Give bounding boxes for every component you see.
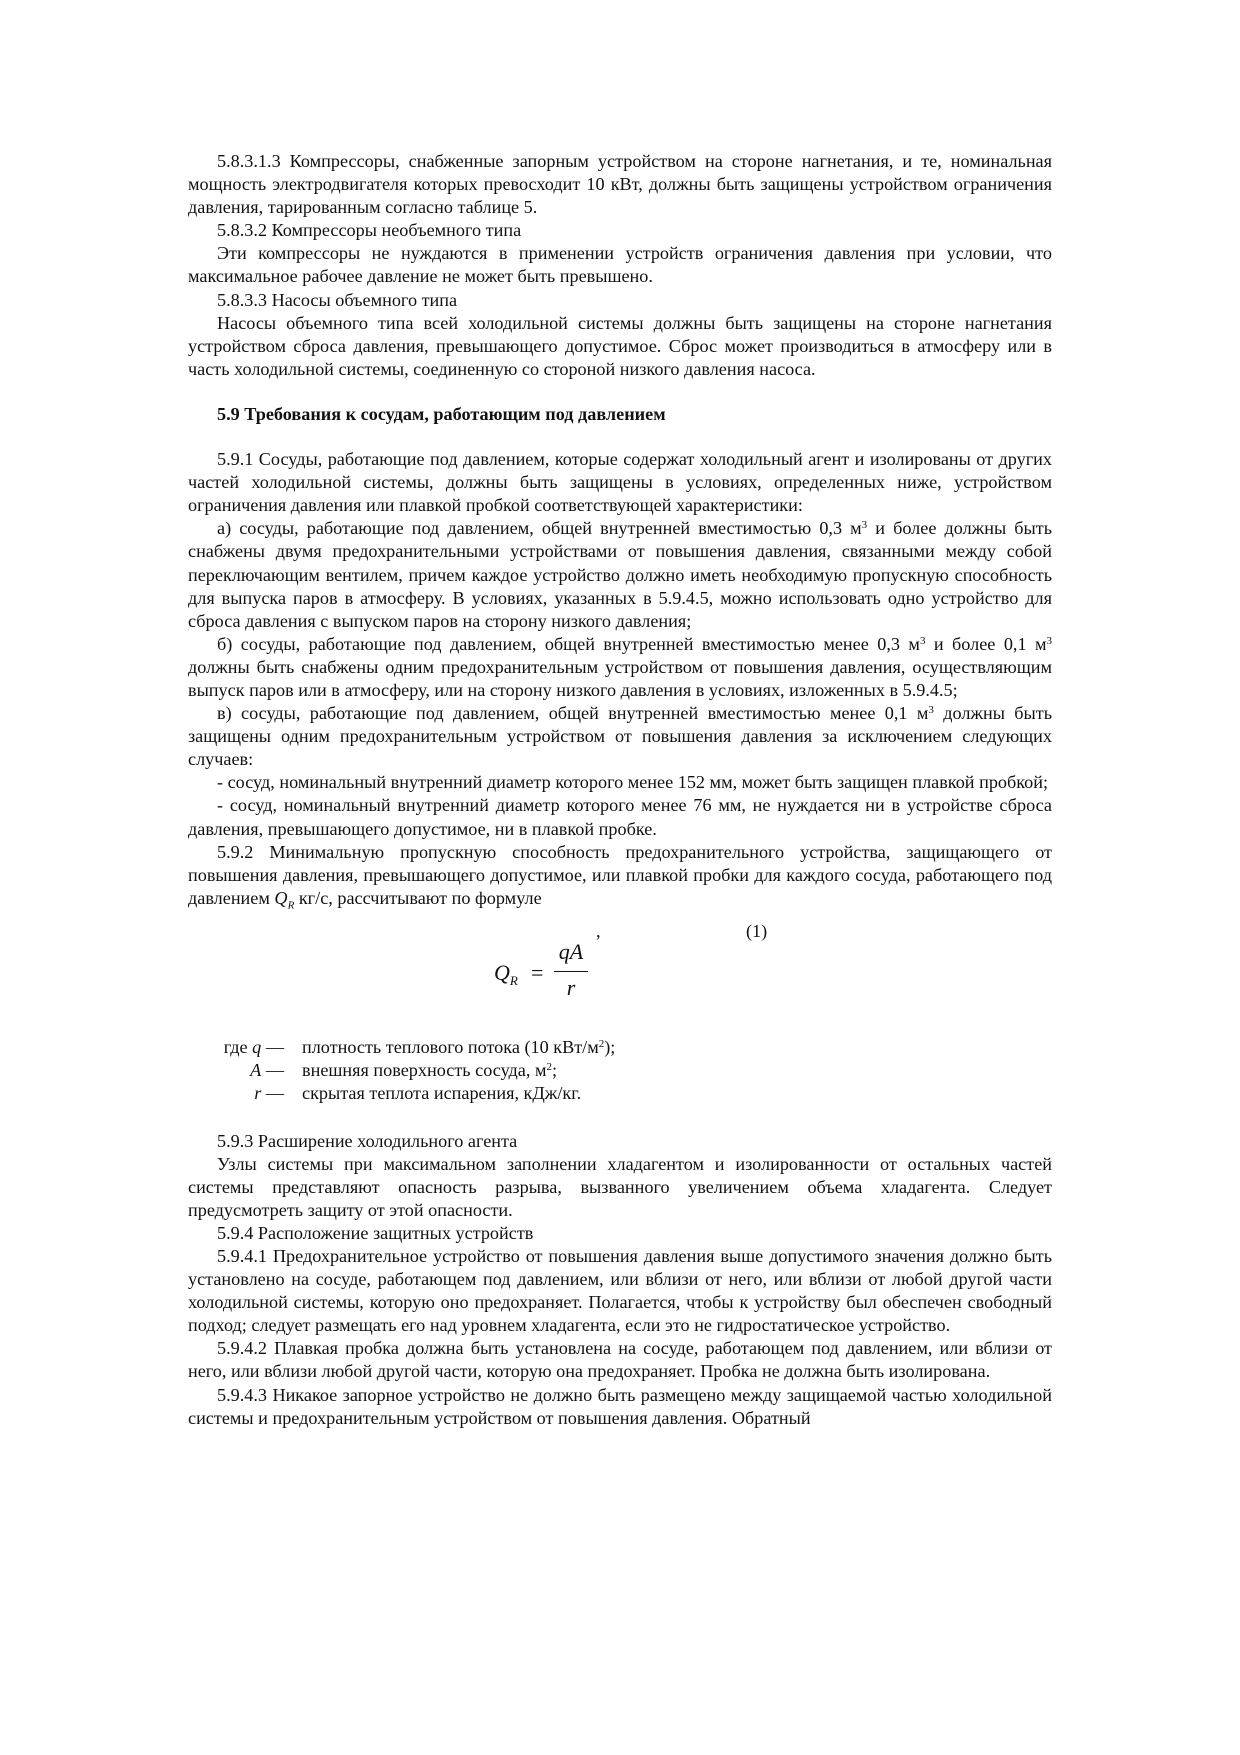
definition-r: r — скрытая теплота испарения, кДж/кг. bbox=[254, 1082, 582, 1103]
paragraph-5-9-2: 5.9.2 Минимальную пропускную способность предохранительного устройства, защищающего от повышения давления, превышающего допустимое, или плавкой пробки для каждого сосуда, работающего под давлением $Q_R$ кг/с, рассчитывают по формуле bbox=[188, 841, 1052, 912]
definition-q: где q — плотность теплового потока (10 кВт/$м^2$); bbox=[223, 1036, 616, 1057]
definition-a: A — внешняя поверхность сосуда, $м^2$; bbox=[250, 1059, 558, 1080]
paragraph-5-9-1: 5.9.1 Сосуды, работающие под давлением, которые содержат холодильный агент и изолированы от других частей холодильной системы, должны быть защищены в условиях, определенных ниже, устройством ограничения давления или плавкой пробкой соответствующей характеристики: bbox=[188, 449, 1052, 516]
document-body bbox=[188, 150, 1052, 1430]
paragraph-5-9-4-title: 5.9.4 Расположение защитных устройств bbox=[217, 1222, 534, 1243]
paragraph-5-8-3-3-title: 5.8.3.3 Насосы объемного типа bbox=[217, 289, 458, 310]
paragraph-exception-152: - сосуд, номинальный внутренний диаметр которого менее 152 мм, может быть защищен плавкой пробкой; bbox=[217, 772, 1049, 793]
paragraph-pumps: Насосы объемного типа всей холодильной системы должны быть защищены на стороне нагнетания устройством сброса давления, превышающего допустимое. Сброс может производиться в атмосферу или в часть холодильной системы, соединенную со стороной низкого давления насоса. bbox=[188, 312, 1052, 379]
formula-qr bbox=[494, 940, 604, 1010]
formula-comma: , bbox=[596, 920, 601, 941]
variable-definitions bbox=[188, 1036, 1052, 1108]
paragraph-5-9-4-2: 5.9.4.2 Плавкая пробка должна быть установлена на сосуде, работающем под давлением, или вблизи от него, или вблизи любой другой части, которую она предохраняет. Пробка не должна быть изолирована. bbox=[188, 1338, 1052, 1382]
paragraph-exception-76: - сосуд, номинальный внутренний диаметр которого менее 76 мм, не нуждается ни в устройстве сброса давления, превышающего допустимое, ни в плавкой пробке. bbox=[188, 795, 1052, 839]
paragraph-5-8-3-1-3: 5.8.3.1.3 Компрессоры, снабженные запорным устройством на стороне нагнетания, и те, номинальная мощность электродвигателя которых превосходит 10 кВт, должны быть защищены устройством ограничения давления, тарированным согласно таблице 5. bbox=[188, 151, 1052, 218]
paragraph-item-b: б) сосуды, работающие под давлением, общей внутренней вместимостью менее 0,3 $м^3$ и более 0,1 $м^3$ должны быть снабжены одним предохранительным устройством от повышения давления, осуществляющим выпуск паров или в атмосферу, или на сторону низкого давления в условиях, изложенных в 5.9.4.5; bbox=[188, 633, 1053, 700]
paragraph-item-c: в) сосуды, работающие под давлением, общей внутренней вместимостью менее 0,1 $м^3$ должны быть защищены одним предохранительным устройством от повышения давления за исключением следующих случаев: bbox=[188, 703, 1052, 770]
paragraph-item-a: а) сосуды, работающие под давлением, общей внутренней вместимостью 0,3 $м^3$ и более должны быть снабжены двумя предохранительными устройствами от повышения давления, связанными между собой переключающим вентилем, причем каждое устройство должно иметь необходимую пропускную способность для выпуска паров в атмосферу. В условиях, указанных в 5.9.4.5, можно использовать одно устройство для сброса давления с выпуском паров на сторону низкого давления; bbox=[188, 518, 1052, 631]
formula-lhs: $Q_R$ bbox=[494, 959, 518, 988]
formula-numerator: qA bbox=[558, 938, 584, 964]
formula-number: (1) bbox=[746, 920, 768, 941]
paragraph-refrigerant-expansion: Узлы системы при максимальном заполнении хладагентом и изолированности от остальных частей системы представляют опасность разрыва, вызванного увеличением объема хладагента. Следует предусмотреть защиту от этой опасности. bbox=[188, 1153, 1052, 1220]
paragraph-5-8-3-2-title: 5.8.3.2 Компрессоры необъемного типа bbox=[217, 220, 522, 241]
paragraph-5-9-3-title: 5.9.3 Расширение холодильного агента bbox=[217, 1130, 518, 1151]
formula-block bbox=[188, 918, 1052, 1036]
formula-fraction-bar bbox=[554, 971, 588, 972]
paragraph-compressors-note: Эти компрессоры не нуждаются в применении устройств ограничения давления при условии, что максимальное рабочее давление не может быть превышено. bbox=[188, 243, 1052, 287]
paragraph-5-9-4-3: 5.9.4.3 Никакое запорное устройство не должно быть размещено между защищаемой частью холодильной системы и предохранительным устройством от повышения давления. Обратный bbox=[188, 1384, 1052, 1428]
formula-denominator: r bbox=[566, 974, 576, 1000]
formula-equals: = bbox=[531, 959, 544, 985]
paragraph-5-9-4-1: 5.9.4.1 Предохранительное устройство от повышения давления выше допустимого значения должно быть установлено на сосуде, работающем под давлением, или вблизи от него, или вблизи от любой другой части холодильной системы, которую оно предохраняет. Полагается, чтобы к устройству был обеспечен свободный подход; следует размещать его над уровнем хладагента, если это не гидростатическое устройство. bbox=[188, 1246, 1052, 1336]
section-heading-5-9: 5.9 Требования к сосудам, работающим под давлением bbox=[217, 403, 666, 424]
